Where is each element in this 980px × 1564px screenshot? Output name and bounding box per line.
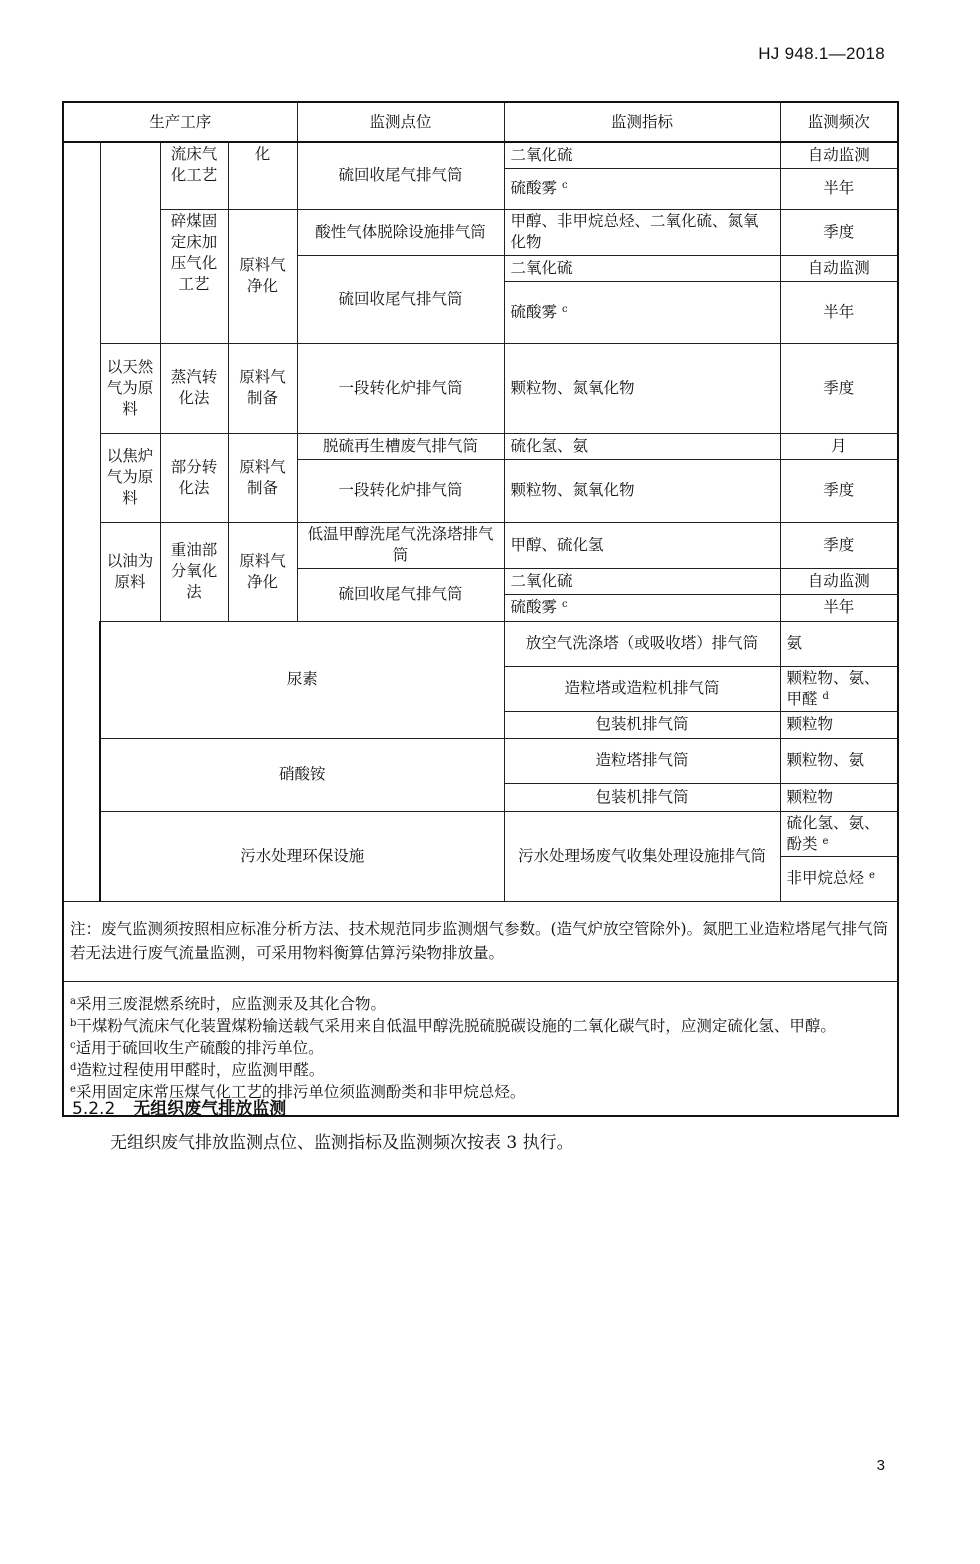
- point-conversion-furnace: 一段转化炉排气筒: [297, 459, 504, 522]
- frequency-quarter: 季度: [780, 459, 898, 522]
- process-purify-tail: 化: [228, 142, 297, 209]
- indicator-acid-gas: 甲醇、非甲烷总烃、二氧化硫、氮氧化物: [504, 209, 780, 255]
- point-sulfur-recovery: 硫回收尾气排气筒: [297, 568, 504, 621]
- indicator-nmhc: 非甲烷总烃 $^e$: [780, 856, 898, 901]
- indicator-so2: 二氧化硫: [504, 255, 780, 281]
- table-note: 注：废气监测须按照相应标准分析方法、技术规范同步监测烟气参数。(造气炉放空管除外)。氮肥工业造粒塔尾气排气筒若无法进行废气流量监测，可采用物料衡算估算污染物排放量。: [63, 901, 898, 981]
- header-point: 监测点位: [297, 102, 504, 142]
- footnote-item: $^d$造粒过程使用甲醛时，应监测甲醛。: [70, 1061, 325, 1080]
- indicator-pm-nox: 颗粒物、氮氧化物: [504, 343, 780, 433]
- process-crushed-coal: 碎煤固定床加压气化工艺: [160, 209, 228, 343]
- process-heavy-oil-oxidation: 重油部分氧化法: [160, 522, 228, 621]
- process-partial-conversion: 部分转化法: [160, 433, 228, 522]
- indicator-pm: 颗粒物: [780, 711, 898, 738]
- process-raw-gas-prep: 原料气制备: [228, 433, 297, 522]
- monitoring-table-container: [62, 101, 897, 1117]
- indicator-sulfuric-acid-mist: 硫酸雾 $^c$: [504, 168, 780, 209]
- indicator-sulfuric-acid-mist: 硫酸雾 $^c$: [504, 281, 780, 343]
- point-vent-scrubber: 放空气洗涤塔（或吸收塔）排气筒: [504, 621, 780, 666]
- frequency-auto: 自动监测: [780, 142, 898, 168]
- point-conversion-furnace: 一段转化炉排气筒: [297, 343, 504, 433]
- frequency-auto: 自动监测: [780, 255, 898, 281]
- footnote-item: $^c$适用于硫回收生产硫酸的排污单位。: [70, 1039, 324, 1058]
- process-group-cell: [63, 142, 100, 901]
- section-heading: [72, 1094, 286, 1119]
- table-row: [63, 142, 898, 168]
- point-prilling-tower: 造粒塔排气筒: [504, 738, 780, 783]
- indicator-methanol-h2s: 甲醇、硫化氢: [504, 522, 780, 568]
- process-flow-bed: 流床气化工艺: [160, 142, 228, 209]
- indicator-pm: 颗粒物: [780, 783, 898, 811]
- frequency-month: 月: [780, 433, 898, 459]
- indicator-sulfuric-acid-mist: 硫酸雾 $^c$: [504, 594, 780, 621]
- frequency-halfyear: 半年: [780, 281, 898, 343]
- indicator-pm-nh3-hcho: 颗粒物、氨、甲醛 $^d$: [780, 666, 898, 711]
- point-sulfur-recovery: 硫回收尾气排气筒: [297, 255, 504, 343]
- table-row: [63, 522, 898, 568]
- frequency-auto: 自动监测: [780, 568, 898, 594]
- point-rectisol-stack: 低温甲醇洗尾气洗涤塔排气筒: [297, 522, 504, 568]
- footnote-item: $^e$采用固定床常压煤气化工艺的排污单位须监测酚类和非甲烷总烃。: [70, 1083, 526, 1102]
- document-code: HJ 948.1—2018: [758, 44, 885, 63]
- point-acid-gas-stack: 酸性气体脱除设施排气筒: [297, 209, 504, 255]
- table-row: [63, 209, 898, 255]
- table-row: [63, 343, 898, 433]
- frequency-quarter: 季度: [780, 343, 898, 433]
- point-desulfurization-regen: 脱硫再生槽废气排气筒: [297, 433, 504, 459]
- header-frequency: 监测频次: [780, 102, 898, 142]
- indicator-ammonia: 氨: [780, 621, 898, 666]
- footnote-item: $^b$干煤粉气流床气化装置煤粉输送载气采用来自低温甲醇洗脱硫脱碳设施的二氧化碳气时，应测定硫化氢、甲醇。: [70, 1017, 836, 1036]
- process-steam-conversion: 蒸汽转化法: [160, 343, 228, 433]
- point-prilling-stack: 造粒塔或造粒机排气筒: [504, 666, 780, 711]
- page-number: 3: [876, 1457, 885, 1474]
- table-row: [63, 433, 898, 459]
- indicator-h2s-nh3: 硫化氢、氨: [504, 433, 780, 459]
- indicator-pm-nox: 颗粒物、氮氧化物: [504, 459, 780, 522]
- table-row: [63, 621, 898, 666]
- monitoring-table: [62, 101, 899, 1117]
- table-row: [63, 738, 898, 783]
- section-number: 5.2.2: [72, 1099, 116, 1119]
- header-process: 生产工序: [63, 102, 297, 142]
- table-header-row: [63, 102, 898, 142]
- point-wastewater-stack: 污水处理场废气收集处理设施排气筒: [504, 811, 780, 901]
- section-body-text: 无组织废气排放监测点位、监测指标及监测频次按表 3 执行。: [110, 1133, 574, 1153]
- raw-material-coke-oven-gas: 以焦炉气为原料: [100, 433, 160, 522]
- table-note-row: [63, 901, 898, 981]
- point-packing-stack: 包装机排气筒: [504, 711, 780, 738]
- coal-raw-material-cell: [100, 142, 160, 343]
- section-title: 无组织废气排放监测: [133, 1099, 287, 1119]
- process-raw-gas-prep: 原料气制备: [228, 343, 297, 433]
- point-sulfur-recovery: 硫回收尾气排气筒: [297, 142, 504, 209]
- frequency-quarter: 季度: [780, 209, 898, 255]
- process-raw-gas-purify: 原料气净化: [228, 209, 297, 343]
- frequency-halfyear: 半年: [780, 594, 898, 621]
- indicator-so2: 二氧化硫: [504, 568, 780, 594]
- indicator-so2: 二氧化硫: [504, 142, 780, 168]
- table-row: [63, 811, 898, 856]
- raw-material-oil: 以油为原料: [100, 522, 160, 621]
- frequency-halfyear: 半年: [780, 168, 898, 209]
- process-raw-gas-purify: 原料气净化: [228, 522, 297, 621]
- point-packing-stack: 包装机排气筒: [504, 783, 780, 811]
- footnote-item: $^a$采用三废混燃系统时，应监测汞及其化合物。: [70, 995, 386, 1014]
- process-ammonium-nitrate: 硝酸铵: [100, 738, 504, 811]
- header-indicator: 监测指标: [504, 102, 780, 142]
- frequency-quarter: 季度: [780, 522, 898, 568]
- raw-material-natural-gas: 以天然气为原料: [100, 343, 160, 433]
- process-urea: 尿素: [100, 621, 504, 738]
- indicator-h2s-nh3-phenol: 硫化氢、氨、酚类 $^e$: [780, 811, 898, 856]
- process-wastewater: 污水处理环保设施: [100, 811, 504, 901]
- indicator-pm-nh3: 颗粒物、氨: [780, 738, 898, 783]
